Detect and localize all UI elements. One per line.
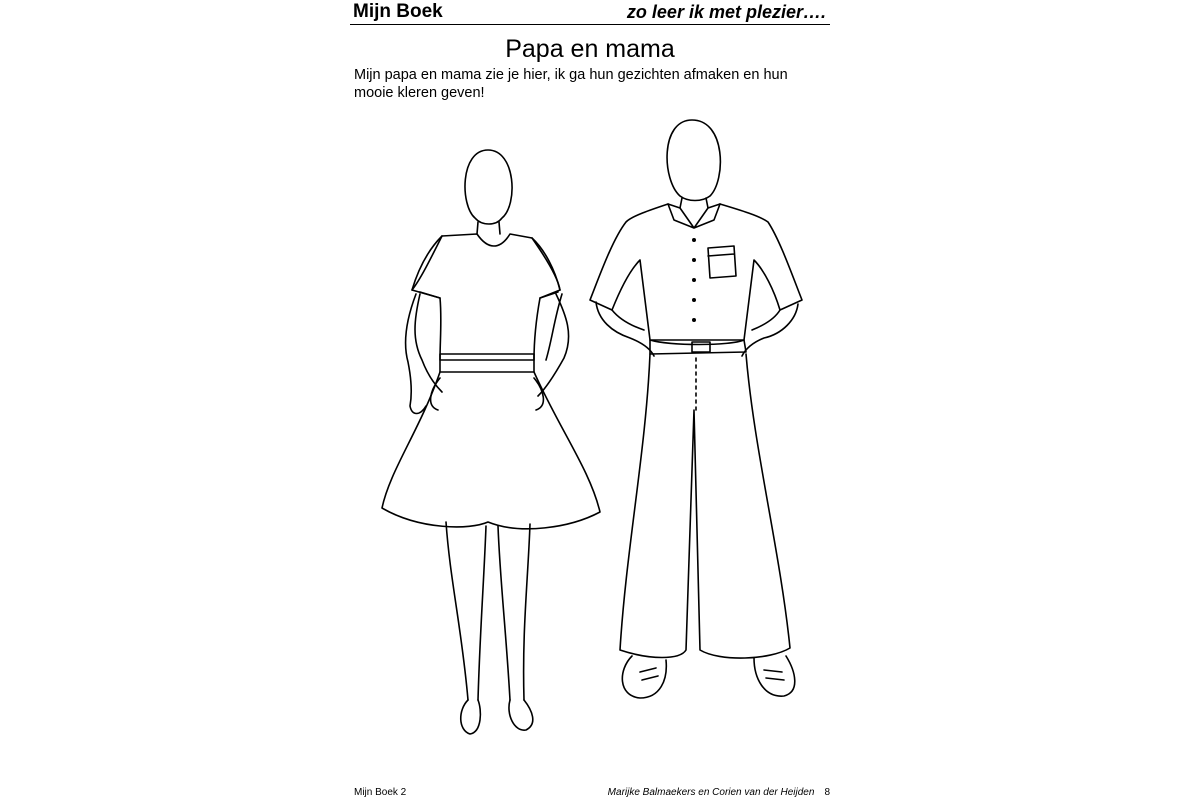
mama-figure xyxy=(382,150,600,734)
page-number: 8 xyxy=(824,787,830,798)
papa-figure xyxy=(590,120,802,698)
footer-book-name: Mijn Boek 2 xyxy=(354,787,407,798)
papa-left-shoe xyxy=(622,656,666,698)
papa-trousers xyxy=(620,354,790,658)
papa-right-arm xyxy=(742,304,798,356)
intro-text: Mijn papa en mama zie je hier, ik ga hun gezichten afmaken en hun mooie kleren geven! xyxy=(354,67,788,101)
mama-head xyxy=(465,150,512,224)
coloring-illustration xyxy=(350,110,830,760)
footer-authors: Marijke Balmaekers en Corien van der Heijden xyxy=(607,787,815,798)
papa-pocket xyxy=(708,246,736,278)
papa-left-arm xyxy=(596,302,654,356)
page-header xyxy=(350,0,830,25)
mama-left-arm xyxy=(406,294,442,414)
mama-skirt xyxy=(382,372,600,529)
footer-credits xyxy=(608,787,830,798)
mama-legs xyxy=(446,522,530,700)
papa-collar xyxy=(668,204,720,228)
worksheet-page xyxy=(350,0,830,800)
mama-waistband xyxy=(440,354,534,372)
book-title: Mijn Boek xyxy=(353,1,443,22)
page-title: Papa en mama xyxy=(505,35,675,63)
tagline: zo leer ik met plezier…. xyxy=(626,2,826,22)
mama-right-arm xyxy=(538,294,569,396)
papa-head xyxy=(667,120,720,201)
papa-right-shoe xyxy=(754,656,795,696)
